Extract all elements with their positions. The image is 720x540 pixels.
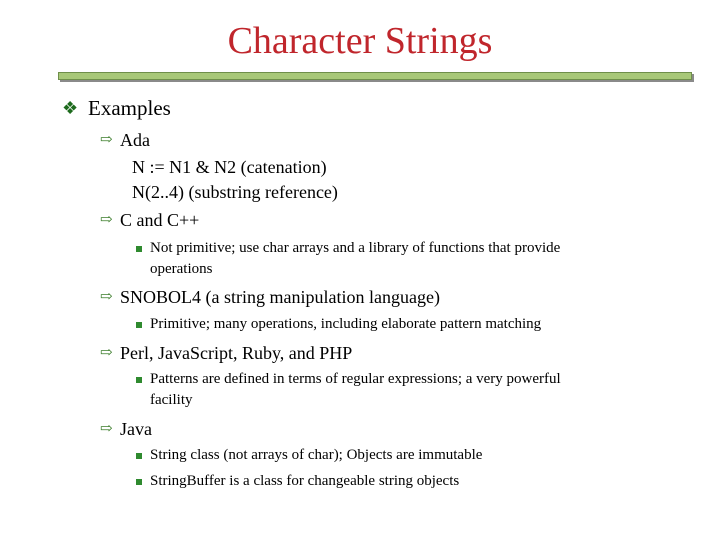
square-bullet-icon [136,377,142,383]
item-java-label: Java [120,419,152,439]
hollow-arrow-bullet-icon: ⇨ [100,289,113,305]
hollow-arrow-bullet-icon: ⇨ [100,132,113,148]
c-sub-line-1: Not primitive; use char arrays and a library of functions that provide [150,240,561,256]
c-sub-line-2: operations [150,261,213,277]
square-bullet-icon [136,479,142,485]
diamond-clubs-bullet-icon: ❖ [62,98,79,118]
hollow-arrow-bullet-icon: ⇨ [100,421,113,437]
square-bullet-icon [136,246,142,252]
perl-sub-line-1: Patterns are defined in terms of regular expressions; a very powerful [150,371,561,387]
hollow-arrow-bullet-icon: ⇨ [100,345,113,361]
slide-title: Character Strings [227,20,493,62]
item-perl-label: Perl, JavaScript, Ruby, and PHP [120,343,353,363]
hollow-arrow-bullet-icon: ⇨ [100,212,113,228]
perl-sub-line-2: facility [150,392,193,408]
java-sub-line-1: String class (not arrays of char); Objects are immutable [150,447,483,463]
square-bullet-icon [136,453,142,459]
ada-line-substring: N(2..4) (substring reference) [132,182,338,202]
snobol-sub-line-1: Primitive; many operations, including elaborate pattern matching [150,316,542,332]
java-sub-line-2: StringBuffer is a class for changeable string objects [150,473,460,489]
item-c-label: C and C++ [120,210,200,230]
item-snobol-label: SNOBOL4 (a string manipulation language) [120,287,440,307]
heading-examples: Examples [88,96,171,120]
item-ada-label: Ada [120,130,150,150]
ada-line-catenation: N := N1 & N2 (catenation) [132,157,327,177]
square-bullet-icon [136,322,142,328]
